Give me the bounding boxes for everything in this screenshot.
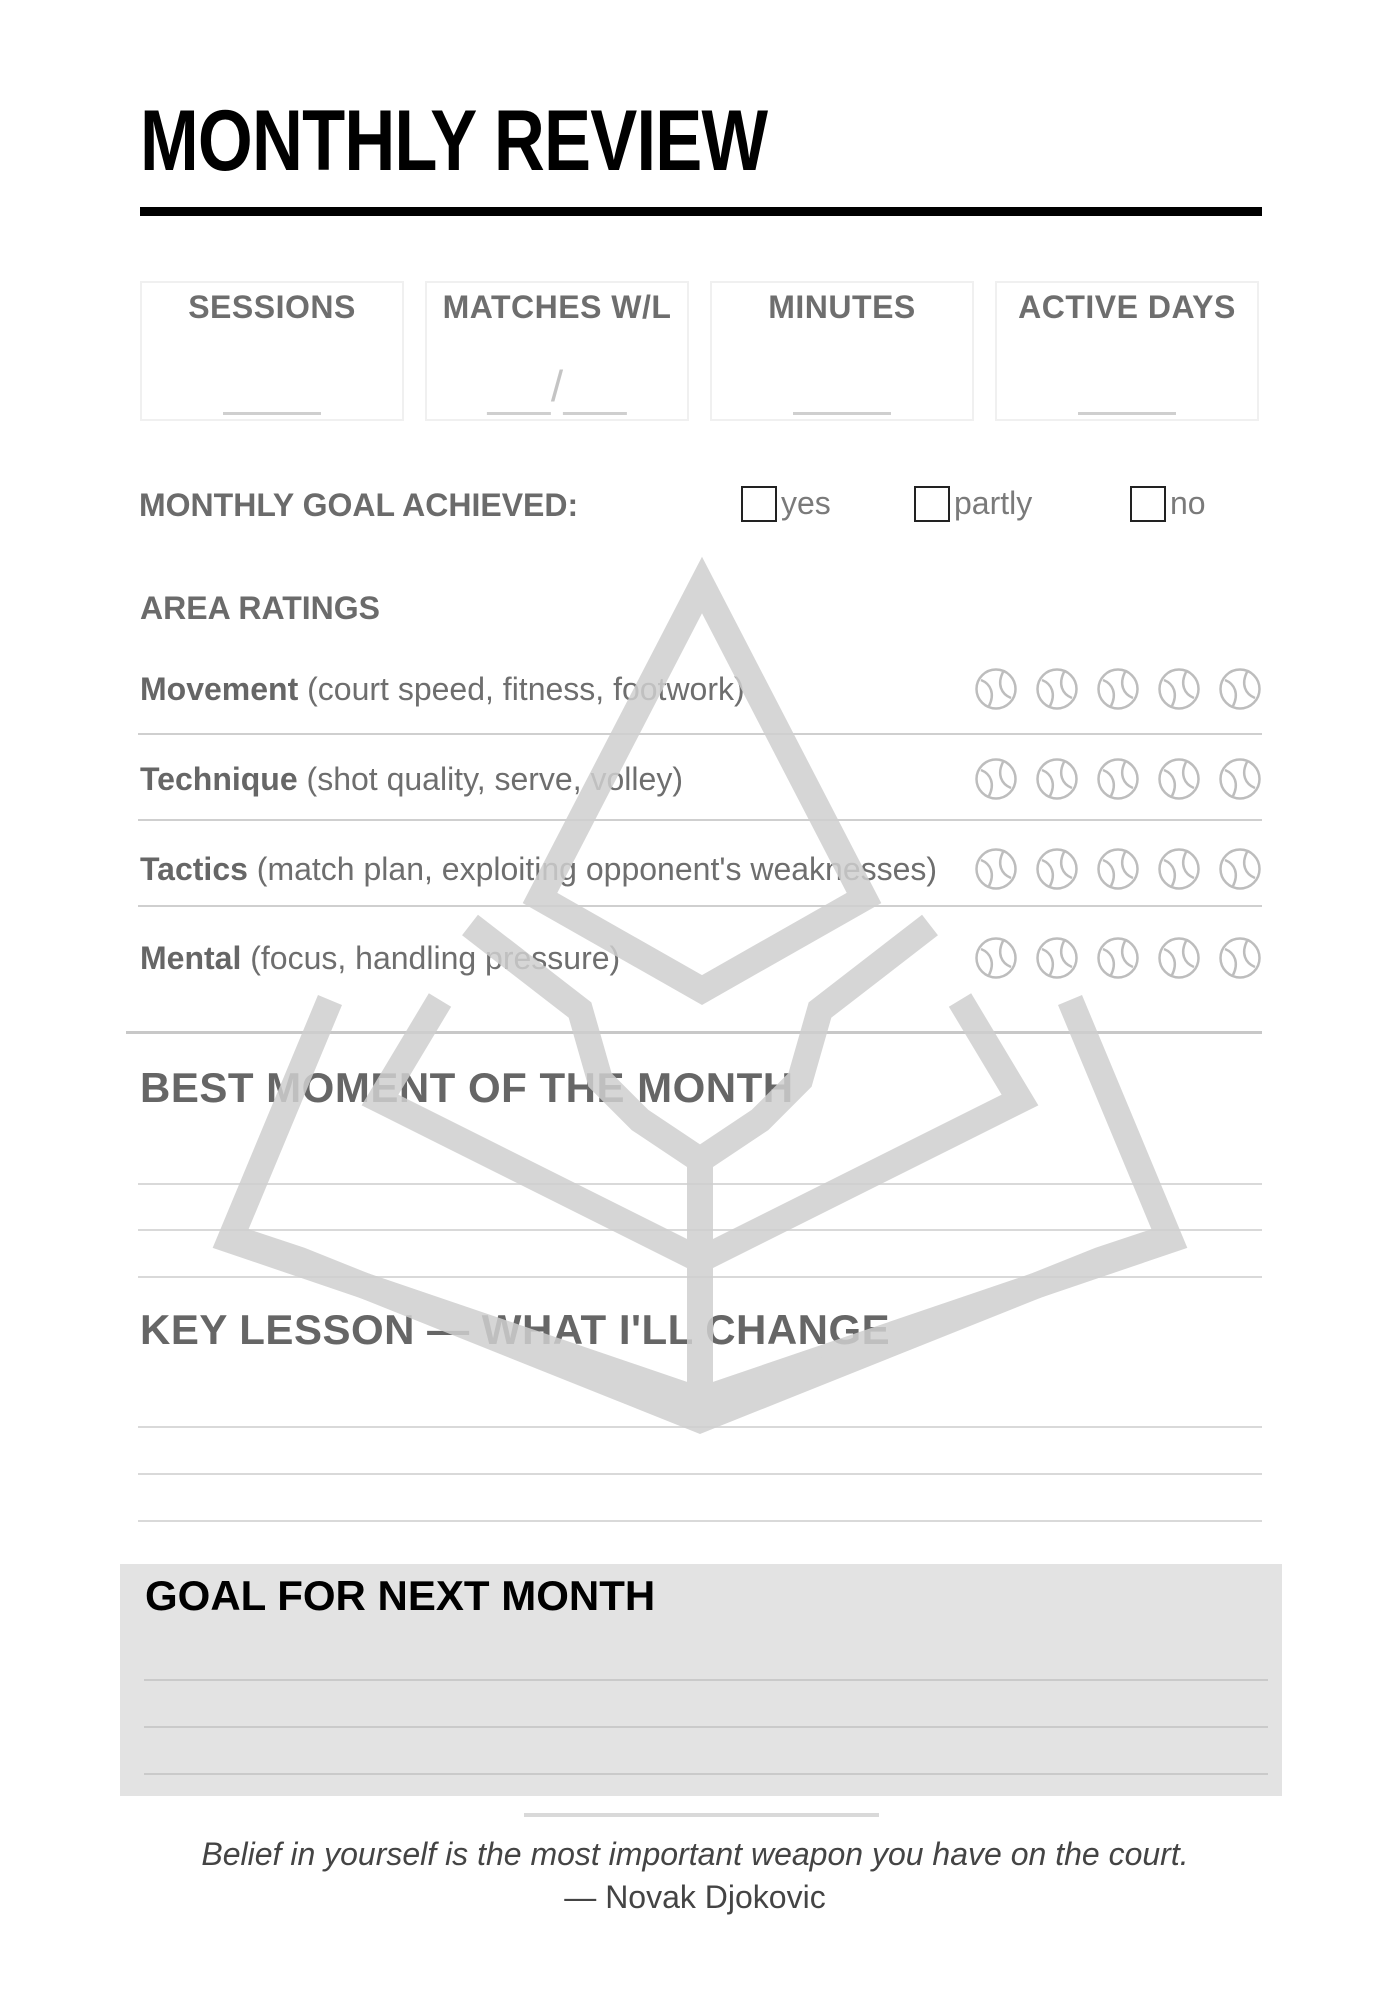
tennis-ball-icon[interactable] <box>1218 936 1262 980</box>
monthly-goal-row <box>139 485 1269 529</box>
tennis-ball-icon[interactable] <box>1035 757 1079 801</box>
tennis-ball-icon[interactable] <box>1035 847 1079 891</box>
rating-name: Mental <box>140 940 242 976</box>
rating-scale[interactable] <box>957 667 1262 711</box>
sessions-label: SESSIONS <box>188 289 356 325</box>
active-days-blank[interactable] <box>1078 365 1176 415</box>
tennis-ball-icon[interactable] <box>974 936 1018 980</box>
rating-detail: (focus, handling pressure) <box>241 940 621 976</box>
tennis-ball-icon[interactable] <box>974 847 1018 891</box>
next-month-panel <box>120 1564 1282 1796</box>
active-days-box[interactable] <box>995 281 1259 421</box>
rating-name: Movement <box>140 671 299 707</box>
monthly-goal-label: MONTHLY GOAL ACHIEVED: <box>139 487 579 523</box>
rating-name: Tactics <box>140 851 248 887</box>
checkbox-partly[interactable] <box>914 486 950 522</box>
tennis-ball-icon[interactable] <box>1218 667 1262 711</box>
area-ratings-heading: AREA RATINGS <box>140 590 380 626</box>
sessions-box[interactable] <box>140 281 404 421</box>
writing-line[interactable] <box>144 1726 1268 1728</box>
tennis-ball-icon[interactable] <box>1096 667 1140 711</box>
tennis-ball-icon[interactable] <box>1096 757 1140 801</box>
row-divider <box>138 819 1262 821</box>
tennis-ball-icon[interactable] <box>974 757 1018 801</box>
matches-wl-blank[interactable] <box>487 362 627 415</box>
quote-author: — Novak Djokovic <box>564 1879 826 1915</box>
minutes-box[interactable] <box>710 281 974 421</box>
wl-separator: / <box>550 362 564 411</box>
option-yes[interactable]: yes <box>741 485 831 522</box>
tennis-ball-icon[interactable] <box>1096 936 1140 980</box>
writing-line[interactable] <box>144 1773 1268 1775</box>
row-divider <box>138 733 1262 735</box>
rating-row-movement <box>140 659 1262 719</box>
matches-wl-label: MATCHES W/L <box>442 289 672 325</box>
rating-scale[interactable] <box>957 936 1262 980</box>
rating-row-technique <box>140 749 1262 809</box>
rating-detail: (shot quality, serve, volley) <box>297 761 683 797</box>
rating-row-tactics <box>140 839 1262 899</box>
quote-text: Belief in yourself is the most important weapon you have on the court. <box>201 1836 1189 1872</box>
minutes-label: MINUTES <box>768 289 916 325</box>
minutes-blank[interactable] <box>793 365 891 415</box>
title-divider <box>140 207 1262 216</box>
writing-line[interactable] <box>138 1183 1262 1185</box>
next-month-heading: GOAL FOR NEXT MONTH <box>145 1572 656 1619</box>
rating-row-mental <box>140 928 1262 988</box>
active-days-label: ACTIVE DAYS <box>1018 289 1236 325</box>
checkbox-yes[interactable] <box>741 486 777 522</box>
rating-detail: (match plan, exploiting opponent's weaknesses) <box>247 851 938 887</box>
row-divider <box>138 905 1262 907</box>
ratings-bottom-rule <box>126 1031 1262 1034</box>
tennis-ball-icon[interactable] <box>1157 847 1201 891</box>
best-moment-heading: BEST MOMENT OF THE MONTH <box>140 1064 794 1111</box>
writing-line[interactable] <box>144 1679 1268 1681</box>
writing-line[interactable] <box>138 1473 1262 1475</box>
tennis-ball-icon[interactable] <box>1157 936 1201 980</box>
writing-line[interactable] <box>138 1426 1262 1428</box>
writing-line[interactable] <box>138 1276 1262 1278</box>
tennis-ball-icon[interactable] <box>1157 667 1201 711</box>
tennis-ball-icon[interactable] <box>1218 847 1262 891</box>
tennis-ball-icon[interactable] <box>1035 936 1079 980</box>
quote-divider <box>524 1813 879 1817</box>
tennis-ball-icon[interactable] <box>1096 847 1140 891</box>
option-partly[interactable]: partly <box>914 485 1032 522</box>
checkbox-no[interactable] <box>1130 486 1166 522</box>
writing-line[interactable] <box>138 1520 1262 1522</box>
page-title: MONTHLY REVIEW <box>140 93 768 189</box>
option-no[interactable]: no <box>1130 485 1206 522</box>
writing-line[interactable] <box>138 1229 1262 1231</box>
tennis-ball-icon[interactable] <box>1035 667 1079 711</box>
matches-wl-box[interactable] <box>425 281 689 421</box>
tennis-ball-icon[interactable] <box>1218 757 1262 801</box>
rating-name: Technique <box>140 761 298 797</box>
sessions-blank[interactable] <box>223 365 321 415</box>
rating-detail: (court speed, fitness, footwork) <box>298 671 745 707</box>
tennis-ball-icon[interactable] <box>974 667 1018 711</box>
rating-scale[interactable] <box>957 757 1262 801</box>
key-lesson-heading: KEY LESSON — WHAT I'LL CHANGE <box>140 1306 891 1353</box>
tennis-ball-icon[interactable] <box>1157 757 1201 801</box>
rating-scale[interactable] <box>957 847 1262 891</box>
